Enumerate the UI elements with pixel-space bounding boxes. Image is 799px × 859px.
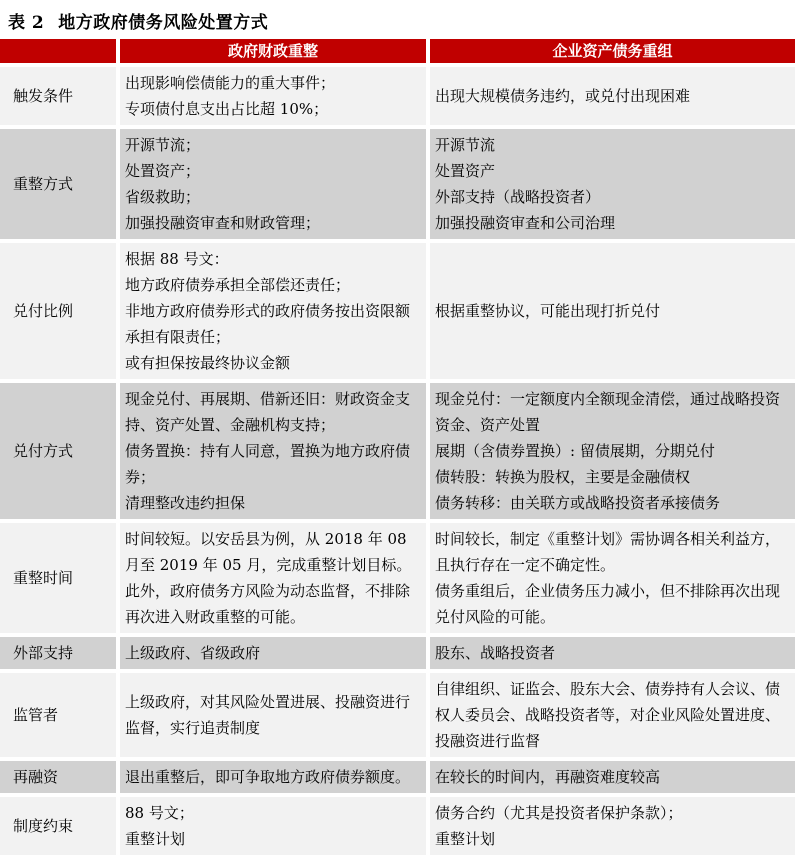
table-row [0, 67, 795, 125]
corp-cell [430, 383, 795, 519]
table-title [0, 0, 795, 39]
cell-line: 地方政府债券承担全部偿还责任； [125, 276, 351, 294]
gov-cell [120, 761, 426, 793]
table-number: 表 2 [8, 13, 45, 33]
table-row [0, 637, 795, 669]
row-label: 触发条件 [0, 67, 116, 125]
row-label: 兑付方式 [0, 383, 116, 519]
cell-line: 专项债付息支出占比超 10%； [125, 100, 329, 118]
gov-cell [120, 523, 426, 633]
cell-line: 债务转移：由关联方或战略投资者承接债务 [435, 494, 721, 512]
table-container [0, 35, 795, 859]
cell-line: 上级政府，对其风险处置进展、投融资进行监督，实行追责制度 [125, 693, 411, 737]
table-row [0, 383, 795, 519]
cell-line: 自律组织、证监会、股东大会、债券持有人会议、债权人委员会、战略投资者等，对企业风险处置进度、投融资进行监督 [435, 680, 781, 750]
row-label: 重整时间 [0, 523, 116, 633]
gov-cell [120, 67, 426, 125]
row-label: 再融资 [0, 761, 116, 793]
cell-line: 省级救助； [125, 188, 201, 206]
cell-line: 清理整改违约担保 [125, 494, 246, 512]
gov-cell [120, 673, 426, 757]
row-label: 兑付比例 [0, 243, 116, 379]
corp-cell [430, 637, 795, 669]
gov-cell [120, 243, 426, 379]
cell-line: 股东、战略投资者 [435, 644, 556, 662]
corp-cell [430, 523, 795, 633]
cell-line: 处置资产 [435, 162, 496, 180]
cell-line: 或有担保按最终协议金额 [125, 354, 291, 372]
table-row [0, 761, 795, 793]
cell-line: 出现大规模债务违约，或兑付出现困难 [435, 87, 691, 105]
table-row [0, 797, 795, 855]
row-label: 重整方式 [0, 129, 116, 239]
header-gov-restructuring: 政府财政重整 [120, 39, 426, 63]
table-row [0, 523, 795, 633]
cell-line: 现金兑付、再展期、借新还旧：财政资金支持、资产处置、金融机构支持； [125, 390, 411, 434]
cell-line: 处置资产； [125, 162, 201, 180]
table-row [0, 673, 795, 757]
table-header [0, 39, 795, 63]
cell-line: 重整计划 [125, 830, 186, 848]
cell-line: 展期（含债券置换）: 留债展期，分期兑付 [435, 442, 715, 460]
gov-cell [120, 129, 426, 239]
row-label: 监管者 [0, 673, 116, 757]
header-corner-cell [0, 39, 116, 63]
row-label: 外部支持 [0, 637, 116, 669]
cell-line: 债转股：转换为股权，主要是金融债权 [435, 468, 691, 486]
cell-line: 出现影响偿债能力的重大事件； [125, 74, 336, 92]
corp-cell [430, 67, 795, 125]
cell-line: 开源节流； [125, 136, 201, 154]
cell-line: 外部支持（战略投资者） [435, 188, 601, 206]
cell-line: 时间较短。以安岳县为例，从 2018 年 08 月至 2019 年 05 月，完成重整计划目标。 [125, 530, 412, 574]
gov-cell [120, 637, 426, 669]
cell-line: 根据重整协议，可能出现打折兑付 [435, 302, 661, 320]
cell-line: 债务置换：持有人同意，置换为地方政府债券； [125, 442, 411, 486]
cell-line: 上级政府、省级政府 [125, 644, 261, 662]
corp-cell [430, 761, 795, 793]
cell-line: 开源节流 [435, 136, 496, 154]
cell-line: 债务合约（尤其是投资者保护条款）； [435, 804, 683, 822]
table-title-text: 地方政府债务风险处置方式 [58, 13, 269, 33]
corp-cell [430, 243, 795, 379]
cell-line: 现金兑付：一定额度内全额现金清偿，通过战略投资资金、资产处置 [435, 390, 781, 434]
corp-cell [430, 673, 795, 757]
debt-risk-table [0, 35, 799, 859]
cell-line: 88 号文； [125, 804, 194, 822]
corp-cell [430, 129, 795, 239]
row-label: 制度约束 [0, 797, 116, 855]
cell-line: 加强投融资审查和财政管理； [125, 214, 321, 232]
gov-cell [120, 797, 426, 855]
cell-line: 退出重整后，即可争取地方政府债券额度。 [125, 768, 411, 786]
gov-cell [120, 383, 426, 519]
cell-line: 非地方政府债券形式的政府债务按出资限额承担有限责任； [125, 302, 411, 346]
cell-line: 在较长的时间内，再融资难度较高 [435, 768, 661, 786]
table-row [0, 243, 795, 379]
table-body [0, 67, 795, 855]
cell-line: 时间较长，制定《重整计划》需协调各相关利益方，且执行存在一定不确定性。 [435, 530, 781, 574]
cell-line: 加强投融资审查和公司治理 [435, 214, 616, 232]
cell-line: 此外，政府债务方风险为动态监督，不排除再次进入财政重整的可能。 [125, 582, 411, 626]
cell-line: 重整计划 [435, 830, 496, 848]
cell-line: 债务重组后，企业债务压力减小，但不排除再次出现兑付风险的可能。 [435, 582, 781, 626]
table-row [0, 129, 795, 239]
cell-line: 根据 88 号文： [125, 250, 229, 268]
header-corp-restructuring: 企业资产债务重组 [430, 39, 795, 63]
corp-cell [430, 797, 795, 855]
